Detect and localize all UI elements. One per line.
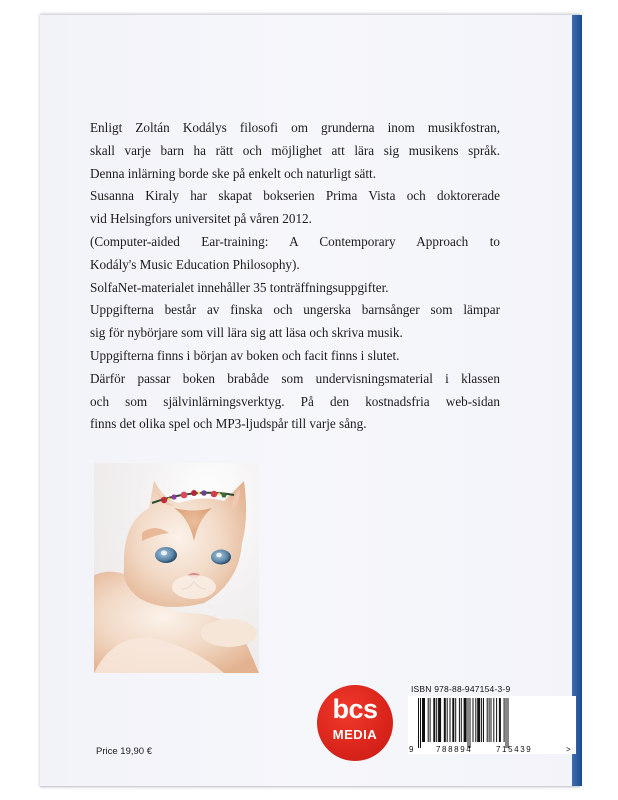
barcode-digits-right: 715439 [496, 745, 533, 754]
blurb-line: Uppgifterna finns i början av boken och facit finns i slutet. [90, 347, 400, 363]
blurb-line: Kodály's Music Education Philosophy). [90, 256, 300, 272]
barcode-digit-first: 9 [409, 745, 414, 754]
blurb-line: Enligt Zoltán Kodálys filosofi om grunderna inom musikfostran, [90, 120, 500, 135]
publisher-logo-line2: MEDIA [332, 727, 378, 742]
barcode-bar [487, 698, 488, 742]
book-spine [572, 15, 582, 786]
blurb-line: skall varje barn ha rätt och möjlighet att lära sig musikens språk. [90, 142, 500, 158]
barcode-bar [422, 698, 425, 742]
barcode-bar [477, 698, 480, 742]
barcode-bar [455, 698, 456, 742]
barcode-bar [452, 698, 454, 742]
barcode-bar [438, 698, 441, 742]
blurb-line: Susanna Kiraly har skapat bokserien Prima Vista och doktorerade [90, 188, 500, 204]
barcode-bar [483, 698, 484, 742]
price-label: Price 19,90 € [96, 746, 152, 757]
barcode-bar [447, 698, 448, 742]
blurb-line: Denna inlärning borde ske på enkelt och naturligt sätt. [90, 165, 377, 181]
book-back-cover [40, 14, 580, 787]
blurb-line: sig för nybörjare som vill lära sig att läsa och skriva musik. [90, 325, 403, 341]
publisher-logo [317, 685, 393, 761]
barcode-bar [464, 698, 467, 742]
barcode-bar [433, 698, 435, 742]
barcode-bar [436, 698, 437, 742]
barcode-bar [461, 698, 462, 742]
publisher-logo-line1: bcs [332, 694, 378, 724]
cat-photo [94, 463, 259, 673]
blurb-line: finns det olika spel och MP3-ljudspår till varje sång. [90, 416, 367, 432]
barcode-guard-bar [420, 698, 421, 748]
barcode-bar [459, 698, 460, 742]
barcode-digit-end: > [566, 745, 571, 754]
blurb-line: och som självinlärningsverktyg. På den kostnadsfria web-sidan [90, 393, 500, 409]
back-cover-blurb [90, 117, 500, 436]
blurb-line: (Computer-aided Ear-training: A Contemporary Approach to [90, 233, 500, 249]
barcode-bar [499, 698, 501, 742]
barcode-guard-bar [470, 698, 471, 748]
barcode-bar [493, 698, 494, 742]
barcode-guard-bar [508, 698, 509, 748]
blurb-line: vid Helsingfors universitet på våren 2012. [90, 211, 312, 227]
blurb-line: Uppgifterna består av finska och ungerska barnsånger som lämpar [90, 302, 500, 318]
barcode-guard-bar [506, 698, 507, 748]
barcode-bar [450, 698, 451, 742]
barcode-bar [428, 698, 429, 742]
barcode-bar [504, 698, 505, 742]
barcode-guard-bar [418, 698, 419, 748]
cat-icon [94, 463, 259, 673]
barcode-guard-bar [468, 698, 469, 748]
barcode-bar [496, 698, 497, 742]
blurb-line: Därför passar boken brabåde som undervisningsmaterial i klassen [90, 370, 500, 386]
barcode-bar [491, 698, 492, 742]
barcode-digits-left: 788894 [436, 745, 473, 754]
barcode-bar [473, 698, 474, 742]
barcode-bar [444, 698, 446, 742]
blurb-line: SolfaNet-materialet innehåller 35 tonträffningsuppgifter. [90, 279, 389, 295]
barcode-bar [489, 698, 490, 742]
isbn-barcode [408, 696, 576, 754]
barcode-background [408, 696, 576, 754]
barcode-bar [430, 698, 431, 742]
barcode-bar [475, 698, 476, 742]
barcode-bar [481, 698, 482, 742]
isbn-label: ISBN 978-88-947154-3-9 [411, 684, 511, 694]
